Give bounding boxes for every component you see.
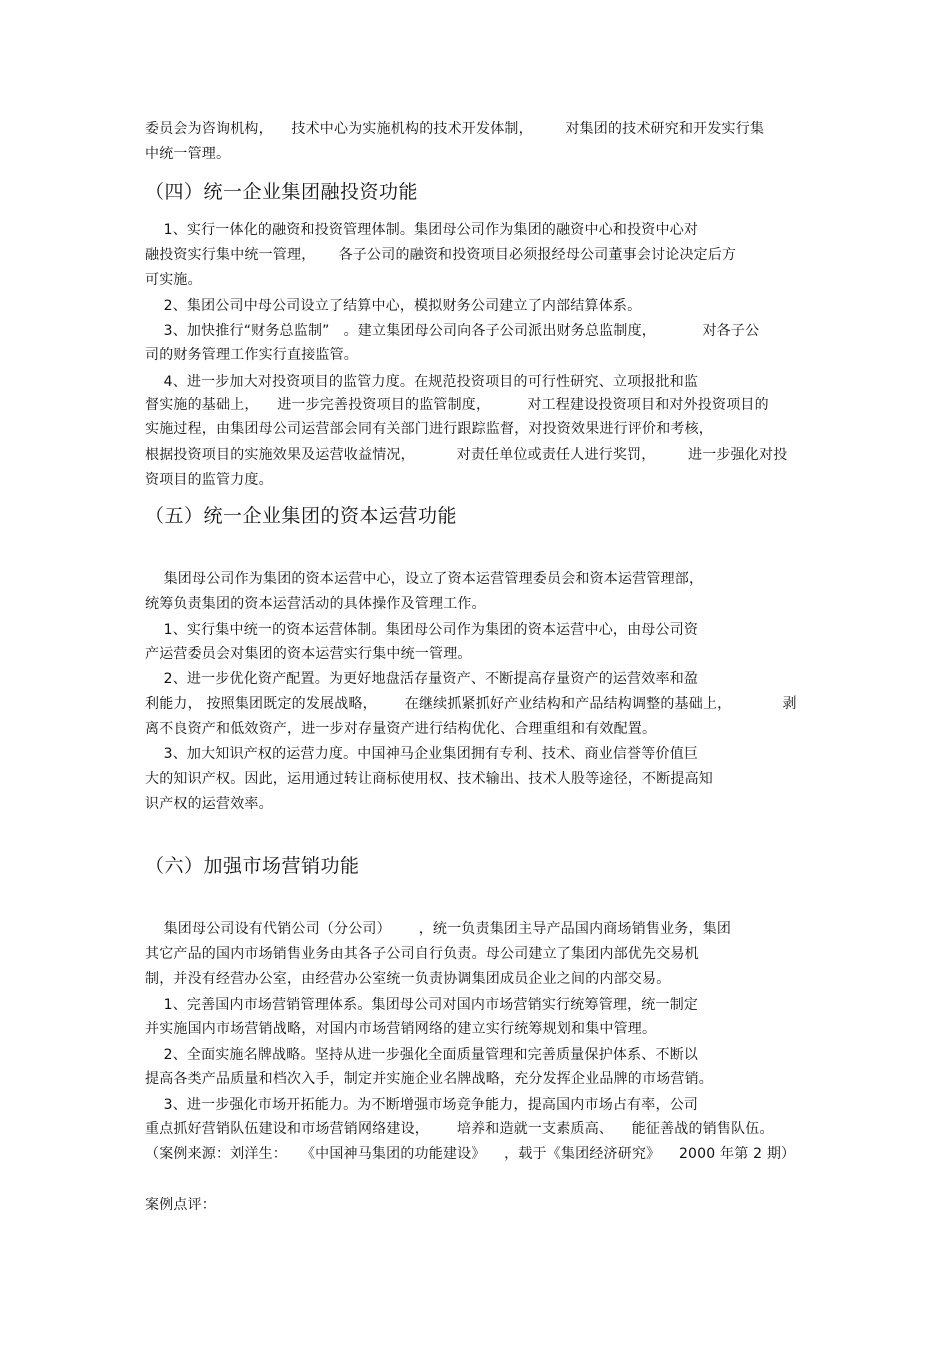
body-line: 委员会为咨询机构， 技术中心为实施机构的技术开发体制， 对集团的技术研究和开发实行集 <box>145 121 765 137</box>
case-source-citation: （案例来源：刘洋生： 《中国神马集团的功能建设》 ，载于《集团经济研究》 2000 年第 2 期） <box>145 1146 796 1162</box>
body-line: 提高各类产品质量和档次入手，制定并实施企业名牌战略，充分发挥企业品牌的市场营销。 <box>145 1071 713 1087</box>
body-line: 2、集团公司中母公司设立了结算中心，模拟财务公司建立了内部结算体系。 <box>145 298 642 314</box>
body-line: 1、实行集中统一的资本运营体制。集团母公司作为集团的资本运营中心，由母公司资 <box>145 622 699 638</box>
body-line: 重点抓好营销队伍建设和市场营销网络建设， 培养和造就一支素质高、 能征善战的销售队伍。 <box>145 1121 774 1137</box>
body-line: 统筹负责集团的资本运营活动的具体操作及管理工作。 <box>145 596 486 612</box>
section-heading-5: （五）统一企业集团的资本运营功能 <box>145 505 458 527</box>
body-line: 督实施的基础上， 进一步完善投资项目的监管制度， 对工程建设投资项目和对外投资项目的 <box>145 397 769 413</box>
body-line: 制，并没有经营办公室，由经营办公室统一负责协调集团成员企业之间的内部交易。 <box>145 971 671 987</box>
body-line: 产运营委员会对集团的资本运营实行集中统一管理。 <box>145 646 472 662</box>
body-line: 1、完善国内市场营销管理体系。集团母公司对国内市场营销实行统筹管理，统一制定 <box>145 997 699 1013</box>
section-heading-6: （六）加强市场营销功能 <box>145 855 360 877</box>
body-line: 集团母公司设有代销公司（分公司） ，统一负责集团主导产品国内商场销售业务，集团 <box>145 921 732 937</box>
body-line: 3、加大知识产权的运营力度。中国神马企业集团拥有专利、技术、商业信誉等价值巨 <box>145 746 699 762</box>
body-line: 根据投资项目的实施效果及运营收益情况， 对责任单位或责任人进行奖罚， 进一步强化对投 <box>145 447 788 463</box>
body-line: 离不良资产和低效资产，进一步对存量资产进行结构优化、合理重组和有效配置。 <box>145 721 657 737</box>
body-line: 3、加快推行“财务总监制” 。建立集团母公司向各子公司派出财务总监制度， 对各子公 <box>145 323 760 339</box>
body-line: 4、进一步加大对投资项目的监管力度。在规范投资项目的可行性研究、立项报批和监 <box>145 374 699 390</box>
body-line: 中统一管理。 <box>145 146 231 162</box>
body-line: 3、进一步强化市场开拓能力。为不断增强市场竞争能力，提高国内市场占有率，公司 <box>145 1097 699 1113</box>
body-line: 2、全面实施名牌战略。坚持从进一步强化全面质量管理和完善质量保护体系、不断以 <box>145 1047 699 1063</box>
body-line: 识产权的运营效率。 <box>145 796 273 812</box>
body-line: 可实施。 <box>145 272 202 288</box>
body-line: 资项目的监管力度。 <box>145 472 273 488</box>
body-line: 融投资实行集中统一管理， 各子公司的融资和投资项目必须报经母公司董事会讨论决定后方 <box>145 247 737 263</box>
case-commentary-label: 案例点评： <box>145 1197 216 1213</box>
body-line: 其它产品的国内市场销售业务由其各子公司自行负责。母公司建立了集团内部优先交易机 <box>145 946 699 962</box>
body-line: 实施过程，由集团母公司运营部会同有关部门进行跟踪监督，对投资效果进行评价和考核， <box>145 421 713 437</box>
section-heading-4: （四）统一企业集团融投资功能 <box>145 181 419 203</box>
body-line: 2、进一步优化资产配置。为更好地盘活存量资产、不断提高存量资产的运营效率和盈 <box>145 671 699 687</box>
body-line: 司的财务管理工作实行直接监管。 <box>145 347 358 363</box>
body-line: 集团母公司作为集团的资本运营中心，设立了资本运营管理委员会和资本运营管理部， <box>145 571 704 587</box>
body-line: 利能力， 按照集团既定的发展战略， 在继续抓紧抓好产业结构和产品结构调整的基础上， 剥 <box>145 696 797 712</box>
body-line: 大的知识产权。因此，运用通过转让商标使用权、技术输出、技术人股等途径，不断提高知 <box>145 771 713 787</box>
body-line: 1、实行一体化的融资和投资管理体制。集团母公司作为集团的融资中心和投资中心对 <box>145 222 699 238</box>
body-line: 并实施国内市场营销战略，对国内市场营销网络的建立实行统筹规划和集中管理。 <box>145 1021 657 1037</box>
